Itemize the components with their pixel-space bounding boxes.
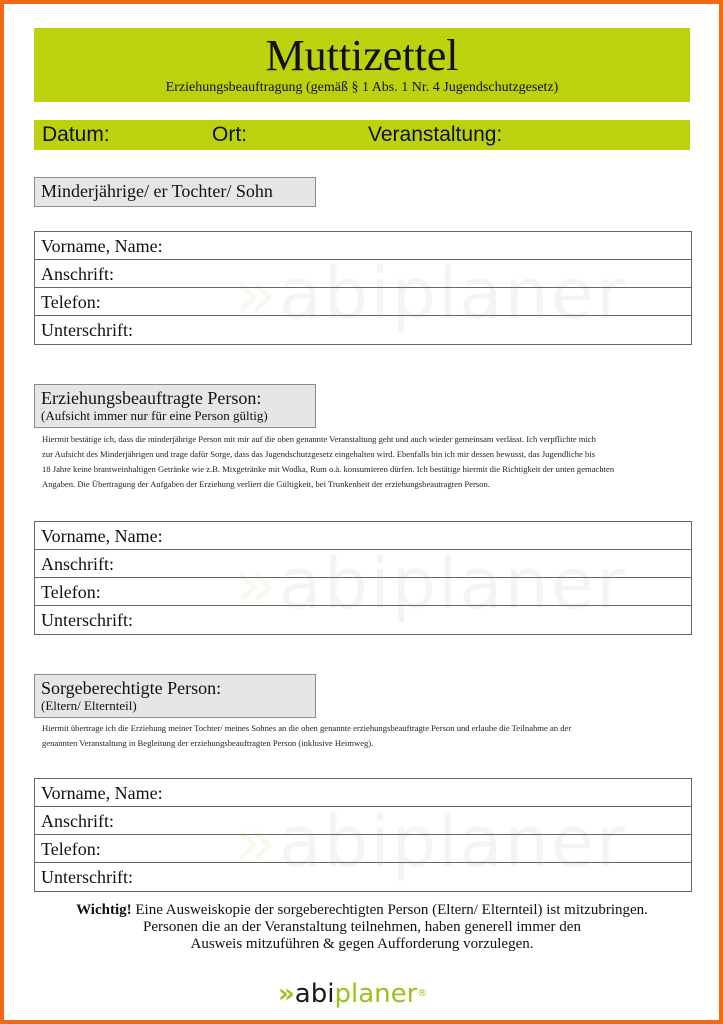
section-parent-label [34, 674, 316, 718]
parent-name-field[interactable]: Vorname, Name: [35, 779, 691, 807]
section-minor-label [34, 177, 316, 207]
guardian-signature-field[interactable]: Unterschrift: [41, 610, 133, 630]
watermark-logo: » [234, 253, 279, 335]
meta-banner [34, 120, 690, 150]
minor-address-field[interactable]: Anschrift: [35, 260, 691, 288]
guardian-declaration: Hiermit bestätige ich, dass die minderjährige Person mit mir auf die oben genannte Veranstaltung geht und auch wieder gemeinsam verlässt. Ich verpflichte mich zur Aufsicht des Minderjährigen und trage dafür Sorge, dass das Jugendschutzgesetz eingehalten wird. Ebenfalls bin ich mir dessen bewusst, das Jugendliche bis 18 Jahre keine brantweinhaltigen Getränke wie z.B. Mixgetränke mit Wodka, Rum o.ä. konsumieren dürfen. Ich bestätige hiermit die Richtigkeit der unten gemachten Angaben. Die Übertragung der Aufgaben der Erziehung verliert die Gültigkeit, bei Trunkenheit der erziehungsbeautragten Person. [42, 434, 615, 489]
section-parent-subtitle: (Eltern/ Elternteil) [41, 698, 137, 713]
guardian-fields-table [34, 521, 692, 635]
parent-phone-field[interactable]: Telefon: [35, 835, 691, 863]
minor-signature-field[interactable]: Unterschrift: [41, 320, 133, 340]
title-banner [34, 28, 690, 102]
date-label: Datum: [42, 123, 110, 146]
page-title: Muttizettel [265, 31, 459, 80]
watermark-logo: » [234, 801, 279, 883]
guardian-address-field[interactable]: Anschrift: [35, 550, 691, 578]
section-parent-title: Sorgeberechtigte Person: [41, 678, 222, 698]
place-label: Ort: [212, 123, 247, 146]
section-guardian-label [34, 384, 316, 428]
page-subtitle: Erziehungsbeauftragung (gemäß § 1 Abs. 1 Nr. 4 Jugendschutzgesetz) [165, 80, 559, 95]
event-label: Veranstaltung: [368, 123, 503, 146]
parent-declaration: Hiermit übertrage ich die Erziehung meiner Tochter/ meines Sohnes an die oben genannte erziehungsbeauftragte Person und erlaube die Teilnahme an der genannten Veranstaltung in Begleitung der erziehungsbeauftragten Person (inklusive Heimweg). [42, 723, 572, 748]
section-guardian-subtitle: (Aufsicht immer nur für eine Person gültig) [41, 408, 268, 423]
abiplaner-logo: »abiplaner® [278, 979, 428, 1009]
parent-address-field[interactable]: Anschrift: [35, 807, 691, 835]
guardian-name-field[interactable]: Vorname, Name: [35, 522, 691, 550]
watermark-logo: » [234, 543, 279, 625]
minor-phone-field[interactable]: Telefon: [35, 288, 691, 316]
guardian-phone-field[interactable]: Telefon: [35, 578, 691, 606]
parent-fields-table [34, 778, 692, 892]
section-guardian-title: Erziehungsbeauftragte Person: [41, 388, 262, 408]
chevron-icon: » [278, 979, 295, 1009]
notice-bold: Wichtig! [76, 902, 132, 918]
parent-signature-field[interactable]: Unterschrift: [41, 867, 133, 887]
important-notice: Wichtig! Eine Ausweiskopie der sorgeberechtigten Person (Eltern/ Elternteil) ist mitzubringen. Personen die an der Veranstaltung teilnehmen, haben generell immer den Ausweis mitzuführen & gegen Aufforderung vorzulegen. [76, 902, 648, 952]
minor-name-field[interactable]: Vorname, Name: [35, 232, 691, 260]
minor-fields-table [34, 231, 692, 345]
section-minor-title: Minderjährige/ er Tochter/ Sohn [41, 181, 273, 201]
